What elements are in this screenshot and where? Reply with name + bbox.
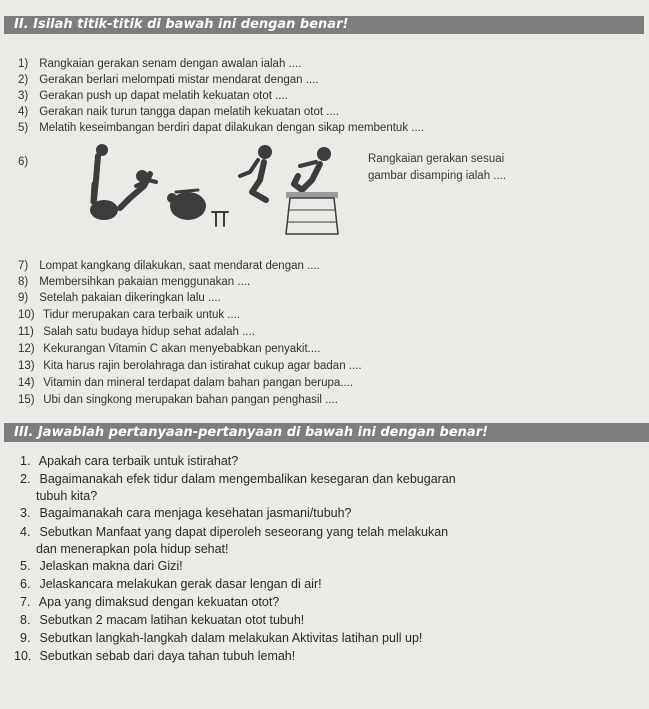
s3-question-3: [20, 505, 352, 522]
item-number: 3): [18, 90, 29, 102]
item-text: Rangkaian gerakan senam dengan awalan ialah ....: [39, 58, 302, 70]
item-number: 7): [18, 260, 29, 272]
s3-question-1: [20, 453, 238, 470]
item-text: Melatih keseimbangan berdiri dapat dilakukan dengan sikap membentuk ....: [39, 122, 425, 134]
figure-roll-start: [90, 170, 156, 220]
item-text: Tidur merupakan cara terbaik untuk ....: [43, 309, 241, 321]
s2-item-15: [18, 392, 338, 408]
s2-item-11: [18, 324, 255, 340]
s3-question-10: [14, 648, 295, 665]
question-number: 4.: [20, 525, 31, 539]
s3-question-4: [20, 524, 448, 541]
question-text: Apa yang dimaksud dengan kekuatan otot?: [38, 595, 280, 609]
item-text: Vitamin dan mineral terdapat dalam bahan pangan berupa....: [43, 377, 354, 389]
gymnastics-sequence-figure: [80, 140, 360, 240]
s3-question-2: [20, 471, 456, 488]
question-text: Apakah cara terbaik untuk istirahat?: [38, 454, 239, 468]
s2-item-6-number: 6): [18, 156, 29, 168]
s3-question-8: [20, 612, 304, 629]
section-2-header: II. Isilah titik-titik di bawah ini dengan benar!: [4, 16, 644, 34]
s3-question-5: [20, 558, 183, 575]
s2-item-8: [18, 274, 250, 290]
s2-item-14: [18, 375, 353, 391]
s2-item-5: [18, 120, 424, 136]
question-number: 10.: [14, 649, 32, 663]
question-text: Sebutkan Manfaat yang dapat diperoleh seseorang yang telah melakukan: [39, 525, 449, 539]
item-number: 10): [18, 309, 35, 321]
s2-item-9: [18, 290, 221, 306]
section-3-header: III. Jawablah pertanyaan-pertanyaan di bawah ini dengan benar!: [4, 423, 649, 442]
question-number: 5.: [20, 559, 31, 573]
s3-question-6: [20, 576, 322, 593]
item-text: Setelah pakaian dikeringkan lalu ....: [39, 292, 221, 304]
question-text: Jelaskancara melakukan gerak dasar lengan di air!: [39, 577, 322, 591]
question-number: 2.: [20, 472, 31, 486]
question-text: Bagaimanakah cara menjaga kesehatan jasmani/tubuh?: [39, 506, 352, 520]
item-number: 9): [18, 292, 29, 304]
item-number: 13): [18, 360, 35, 372]
s3-question-9: [20, 630, 422, 647]
item-text: Ubi dan singkong merupakan bahan pangan penghasil ....: [43, 394, 338, 406]
question-number: 3.: [20, 506, 31, 520]
question-number: 1.: [20, 454, 31, 468]
item-text: Lompat kangkang dilakukan, saat mendarat dengan ....: [39, 260, 320, 272]
figure-standing: [93, 144, 108, 202]
question-text: Bagaimanakah efek tidur dalam mengembalikan kesegaran dan kebugaran: [39, 472, 456, 486]
s2-item-6-text-line1: Rangkaian gerakan sesuai: [368, 153, 505, 165]
question-number: 8.: [20, 613, 31, 627]
question-text: Sebutkan sebab dari daya tahan tubuh lemah!: [39, 649, 296, 663]
stand-prop: [212, 212, 228, 226]
item-number: 1): [18, 58, 29, 70]
item-text: Gerakan berlari melompati mistar mendarat dengan ....: [39, 74, 319, 86]
s2-item-6-text-line2: gambar disamping ialah ....: [368, 170, 507, 182]
s2-item-2: [18, 72, 319, 88]
item-number: 15): [18, 394, 35, 406]
item-text: Membersihkan pakaian menggunakan ....: [39, 276, 251, 288]
item-number: 2): [18, 74, 29, 86]
item-number: 14): [18, 377, 35, 389]
item-text: Kekurangan Vitamin C akan menyebabkan penyakit....: [43, 343, 321, 355]
item-text: Kita harus rajin berolahraga dan istirahat cukup agar badan ....: [43, 360, 362, 372]
figure-landing: [286, 147, 338, 234]
item-number: 11): [18, 326, 34, 338]
question-number: 9.: [20, 631, 31, 645]
question-text: Sebutkan 2 macam latihan kekuatan otot tubuh!: [39, 613, 305, 627]
item-text: Salah satu budaya hidup sehat adalah ....: [43, 326, 255, 338]
question-number: 7.: [20, 595, 31, 609]
s2-item-4: [18, 104, 339, 120]
question-text: Sebutkan langkah-langkah dalam melakukan Aktivitas latihan pull up!: [39, 631, 423, 645]
s3-question-4-cont: dan menerapkan pola hidup sehat!: [36, 542, 229, 556]
item-text: Gerakan naik turun tangga dapan melatih kekuatan otot ....: [39, 106, 340, 118]
question-text: Jelaskan makna dari Gizi!: [39, 559, 183, 573]
figure-jumping: [240, 145, 272, 200]
item-number: 8): [18, 276, 29, 288]
s3-question-2-cont: tubuh kita?: [36, 489, 98, 503]
item-number: 4): [18, 106, 29, 118]
item-number: 12): [18, 343, 35, 355]
question-number: 6.: [20, 577, 31, 591]
item-number: 5): [18, 122, 29, 134]
figure-rolling: [167, 190, 206, 220]
s2-item-13: [18, 358, 362, 374]
s2-item-1: [18, 56, 301, 72]
s2-item-7: [18, 258, 320, 274]
s3-question-7: [20, 594, 279, 611]
s2-item-12: [18, 341, 320, 357]
s2-item-3: [18, 88, 288, 104]
s2-item-10: [18, 307, 240, 323]
item-text: Gerakan push up dapat melatih kekuatan otot ....: [39, 90, 288, 102]
